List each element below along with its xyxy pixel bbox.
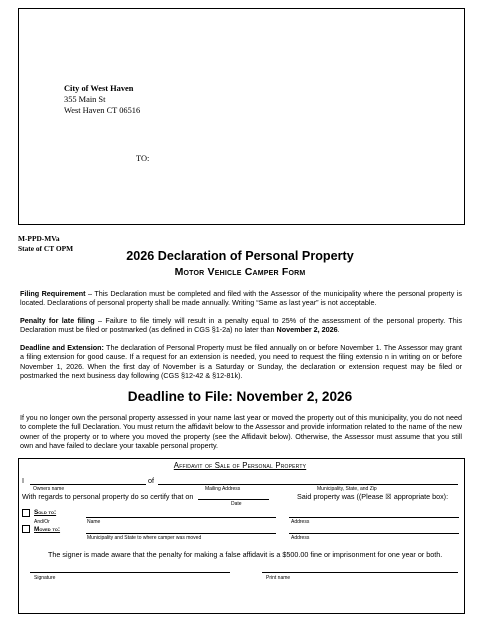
late-filing-end: .: [337, 325, 340, 335]
mailing-envelope-box: [18, 8, 465, 225]
address-caption-2: Address: [291, 535, 310, 541]
filing-requirement-text: – This Declaration must be completed and filed with the Assessor of the municipality where the personal property is located. Declarations of personal property shall be made annually. Writing “Same as last year” is not acceptable.: [20, 289, 462, 308]
moved-to-label: Moved to:: [34, 526, 61, 533]
municipality-state-zip-caption: Municipality, State, and Zip: [317, 486, 377, 492]
owners-name-field[interactable]: [30, 484, 146, 485]
sold-to-address-field[interactable]: [289, 517, 459, 518]
deadline-title: Deadline to File: November 2, 2026: [127, 389, 353, 404]
address-caption: Address: [291, 519, 310, 525]
affidavit-box: [18, 458, 465, 614]
deadline-extension-heading: Deadline and Extension:: [20, 343, 104, 352]
deadline-extension-text: The declaration of Personal Property must be filed annually on or before November 1. The Assessor may grant a filing extension for good cause. If a request for an extension is needed, you need to request the filing extensio n in writing on or before November 1, 2026. When the first day of November is a Saturday or Sunday, the declaration or extension request may be filed or postmarked the next business day following (CGS §12-42 & §12-81k).: [20, 343, 462, 380]
late-filing-paragraph: [20, 316, 462, 335]
form-code-number: M-PPD-MVa: [18, 234, 60, 243]
moved-to-checkbox[interactable]: [22, 525, 30, 533]
late-filing-text: – Failure to file timely will result in a penalty equal to 25% of the assessment of the personal property. This Declaration must be filed or postmarked (as defined in CGS §1-2a) no later than: [20, 316, 462, 335]
no-longer-own-paragraph: If you no longer own the personal property assessed in your name last year or moved the property out of this municipality, you do not need to complete the full Declaration. You must return the affidavit below to the Assessor and provide information related to the name of the new owner of the property or to where you moved the property (see the Affidavit below). Otherwise, the Assessor must assume that you still own and have failed to declare your taxable personal property.: [20, 413, 462, 450]
penalty-statement: The signer is made aware that the penalty for making a false affidavit is a $500.00 fine or imprisonment for one year or both.: [48, 550, 443, 559]
name-caption: Name: [87, 519, 101, 525]
affidavit-of-label: of: [148, 476, 154, 485]
signature-field[interactable]: [30, 572, 230, 573]
municipality-moved-caption: Municipality and State to where camper was moved: [87, 535, 202, 541]
and-or-label: And/Or: [34, 519, 50, 525]
sold-to-name-field[interactable]: [86, 517, 276, 518]
return-address-street: 355 Main St: [64, 95, 106, 104]
affidavit-title: Affidavit of Sale of Personal Property: [173, 461, 307, 470]
owners-name-caption: Owners name: [33, 486, 65, 492]
affidavit-i-label: I: [22, 476, 24, 485]
filing-requirement-paragraph: [20, 289, 462, 308]
page-subtitle: Motor Vehicle Camper Form: [174, 266, 306, 278]
return-address-citystate: West Haven CT 06516: [64, 106, 141, 115]
mailing-address-field[interactable]: [158, 484, 458, 485]
said-property-text: Said property was ((Please ☒ appropriate box):: [297, 492, 449, 501]
print-name-caption: Print name: [266, 575, 291, 581]
date-caption: Date: [231, 501, 242, 507]
date-field[interactable]: [198, 499, 269, 500]
mailing-address-caption: Mailing Address: [205, 486, 241, 492]
late-filing-date: November 2, 2026: [276, 325, 338, 335]
to-label: TO:: [136, 154, 150, 163]
sold-to-checkbox[interactable]: [22, 509, 30, 517]
filing-requirement-heading: Filing Requirement: [20, 289, 86, 298]
return-address-city: City of West Haven: [64, 84, 134, 93]
moved-to-municipality-field[interactable]: [86, 533, 276, 534]
form-code-agency: State of CT OPM: [18, 243, 74, 253]
deadline-extension-paragraph: [20, 343, 462, 380]
return-address: [64, 83, 140, 116]
page-title: 2026 Declaration of Personal Property: [126, 249, 354, 263]
signature-caption: Signature: [34, 575, 56, 581]
regards-text: With regards to personal property do so certify that on: [22, 492, 194, 501]
late-filing-heading: Penalty for late filing: [20, 316, 95, 325]
moved-to-address-field[interactable]: [289, 533, 459, 534]
print-name-field[interactable]: [262, 572, 458, 573]
sold-to-label: Sold to:: [34, 509, 57, 516]
